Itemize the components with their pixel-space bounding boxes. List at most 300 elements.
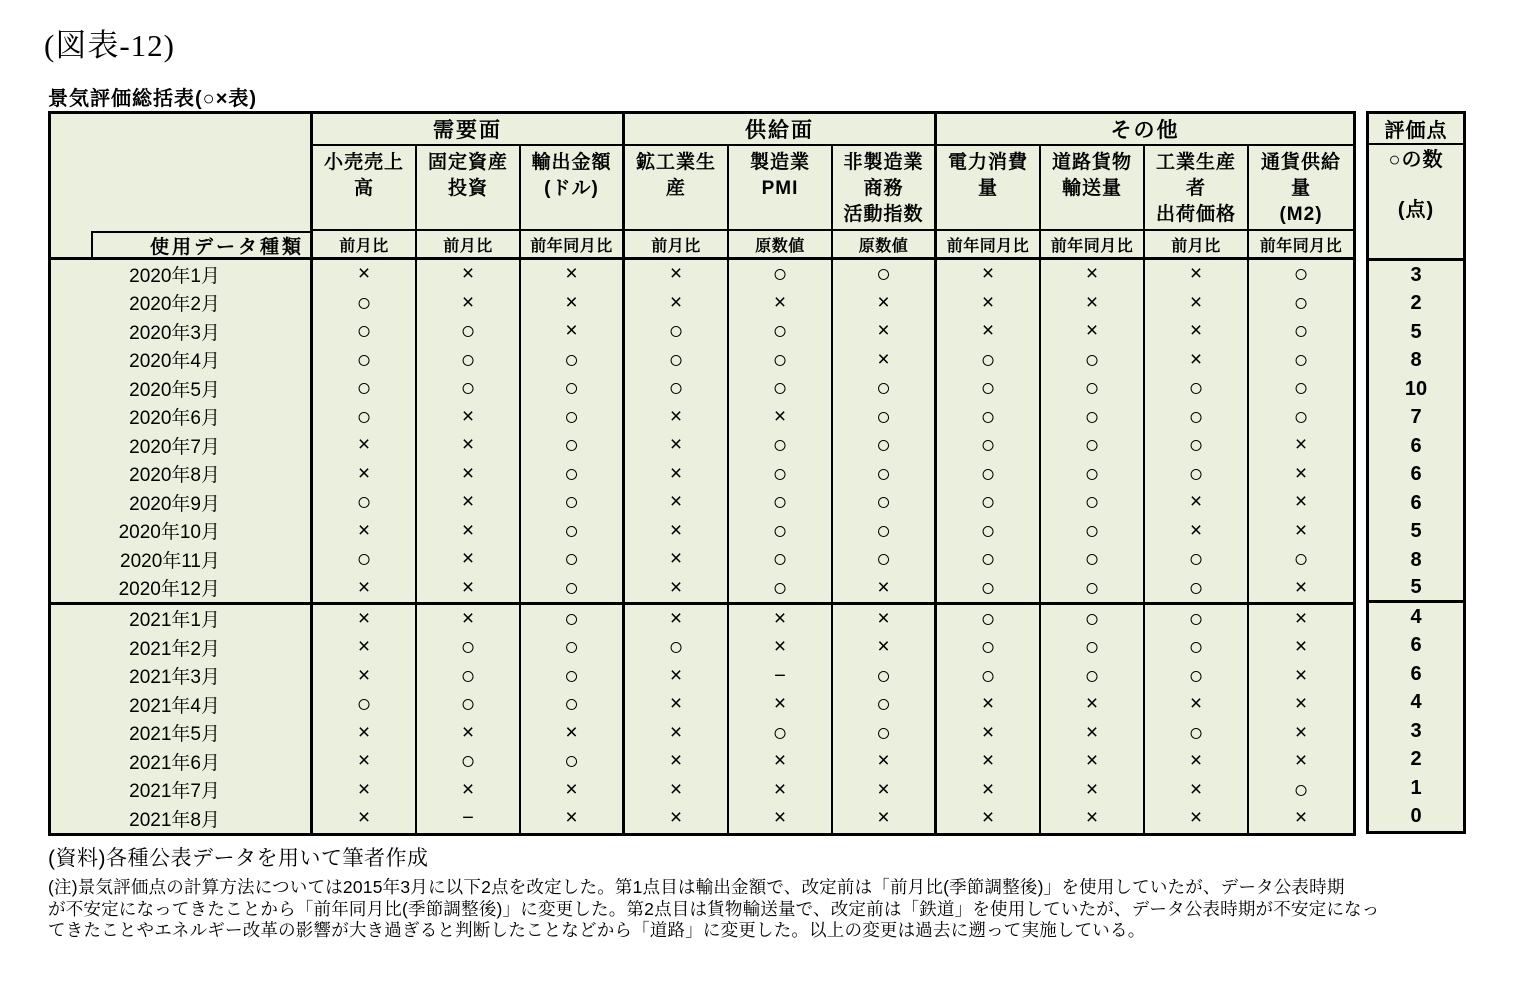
table-row bbox=[51, 747, 1353, 776]
mark-circle: ○ bbox=[1041, 488, 1145, 517]
score-value: 4 bbox=[1410, 605, 1422, 628]
row-month-label: 2020年8月 bbox=[51, 460, 313, 489]
mark-circle: ○ bbox=[521, 605, 625, 634]
mark-cross: × bbox=[1041, 804, 1145, 833]
data-type: 前月比 bbox=[1145, 231, 1249, 260]
score-row bbox=[1369, 746, 1463, 775]
methodology-note: (注)景気評価点の計算方法については2015年3月に以下2点を改定した。第1点目は輸出金額で、改定前は「前月比(季節調整後)」を使用していたが、データ公表時期 が不安定になってきたことから「前年同月比(季節調整後)」に変更した。第2点目は貨物輸送量で、改定前は「鉄道」を使用していたが、データ公表時期が不安定になっ てきたことやエネルギー改革の影響が大き過ぎると判断したことなどから「道路」に変更した。以上の変更は過去に遡って実施している。 bbox=[48, 877, 1380, 940]
mark-circle: ○ bbox=[833, 690, 937, 719]
table-row bbox=[51, 289, 1353, 318]
mark-cross: × bbox=[625, 719, 729, 748]
score-value: 3 bbox=[1410, 719, 1422, 742]
mark-cross: × bbox=[521, 719, 625, 748]
mark-cross: × bbox=[417, 574, 521, 605]
score-value: 8 bbox=[1410, 548, 1422, 571]
mark-cross: × bbox=[1041, 747, 1145, 776]
data-type: 前年同月比 bbox=[521, 231, 625, 260]
mark-cross: × bbox=[417, 431, 521, 460]
score-value: 6 bbox=[1410, 463, 1422, 486]
row-month-label: 2020年11月 bbox=[51, 545, 313, 574]
row-month-label: 2020年5月 bbox=[51, 374, 313, 403]
mark-circle: ○ bbox=[937, 346, 1041, 375]
mark-circle: ○ bbox=[521, 545, 625, 574]
data-type: 前月比 bbox=[417, 231, 521, 260]
score-row bbox=[1369, 632, 1463, 661]
mark-circle: ○ bbox=[937, 488, 1041, 517]
mark-circle: ○ bbox=[937, 374, 1041, 403]
score-value: 3 bbox=[1410, 263, 1422, 286]
mark-circle: ○ bbox=[417, 633, 521, 662]
mark-cross: × bbox=[1145, 317, 1249, 346]
mark-cross: × bbox=[625, 662, 729, 691]
mark-circle: ○ bbox=[833, 260, 937, 289]
mark-circle: ○ bbox=[313, 346, 417, 375]
score-row bbox=[1369, 432, 1463, 461]
row-month-label: 2020年7月 bbox=[51, 431, 313, 460]
mark-cross: × bbox=[313, 719, 417, 748]
mark-circle: ○ bbox=[417, 317, 521, 346]
mark-cross: × bbox=[1145, 260, 1249, 289]
mark-dash: − bbox=[417, 804, 521, 833]
score-value: 6 bbox=[1410, 662, 1422, 685]
table-row bbox=[51, 605, 1353, 634]
mark-circle: ○ bbox=[521, 460, 625, 489]
row-month-label: 2021年7月 bbox=[51, 776, 313, 805]
mark-cross: × bbox=[313, 260, 417, 289]
mark-circle: ○ bbox=[729, 719, 833, 748]
mark-cross: × bbox=[1041, 776, 1145, 805]
mark-circle: ○ bbox=[313, 289, 417, 318]
mark-circle: ○ bbox=[1041, 662, 1145, 691]
mark-circle: ○ bbox=[1145, 431, 1249, 460]
column-header-producer-prices: 工業生産 者 出荷価格 bbox=[1145, 146, 1249, 231]
mark-circle: ○ bbox=[1145, 460, 1249, 489]
mark-cross: × bbox=[833, 289, 937, 318]
mark-cross: × bbox=[625, 545, 729, 574]
mark-cross: × bbox=[937, 804, 1041, 833]
mark-circle: ○ bbox=[1145, 662, 1249, 691]
mark-circle: ○ bbox=[1145, 545, 1249, 574]
mark-cross: × bbox=[521, 776, 625, 805]
mark-circle: ○ bbox=[1041, 460, 1145, 489]
table-row bbox=[51, 374, 1353, 403]
mark-circle: ○ bbox=[1145, 374, 1249, 403]
mark-circle: ○ bbox=[937, 545, 1041, 574]
score-row bbox=[1369, 489, 1463, 518]
mark-circle: ○ bbox=[1041, 517, 1145, 546]
row-month-label: 2020年4月 bbox=[51, 346, 313, 375]
mark-cross: × bbox=[1145, 289, 1249, 318]
mark-circle: ○ bbox=[417, 662, 521, 691]
score-value: 0 bbox=[1410, 805, 1422, 828]
score-row bbox=[1369, 774, 1463, 803]
row-month-label: 2020年10月 bbox=[51, 517, 313, 546]
score-value: 5 bbox=[1410, 520, 1422, 543]
mark-circle: ○ bbox=[1293, 288, 1309, 317]
score-row bbox=[1369, 803, 1463, 832]
mark-cross: × bbox=[313, 633, 417, 662]
mark-circle: ○ bbox=[417, 747, 521, 776]
mark-cross: × bbox=[417, 545, 521, 574]
mark-cross: × bbox=[729, 690, 833, 719]
mark-cross: × bbox=[729, 804, 833, 833]
mark-circle: ○ bbox=[937, 460, 1041, 489]
mark-circle: ○ bbox=[625, 317, 729, 346]
score-panel bbox=[1366, 111, 1466, 834]
mark-cross: × bbox=[1041, 719, 1145, 748]
mark-circle: ○ bbox=[1041, 374, 1145, 403]
mark-circle: ○ bbox=[729, 574, 833, 605]
mark-circle: ○ bbox=[313, 545, 417, 574]
column-header-nonmanufacturing-index: 非製造業 商務 活動指数 bbox=[833, 146, 937, 231]
mark-cross: × bbox=[417, 260, 521, 289]
column-header-road-freight: 道路貨物 輸送量 bbox=[1041, 146, 1145, 231]
score-row bbox=[1369, 347, 1463, 376]
mark-circle: ○ bbox=[1293, 545, 1309, 574]
mark-circle: ○ bbox=[1041, 403, 1145, 432]
data-type: 前年同月比 bbox=[937, 231, 1041, 260]
row-month-label: 2020年1月 bbox=[51, 260, 313, 289]
mark-circle: ○ bbox=[729, 260, 833, 289]
mark-cross: × bbox=[937, 317, 1041, 346]
mark-circle: ○ bbox=[521, 346, 625, 375]
mark-circle: ○ bbox=[937, 633, 1041, 662]
mark-cross: × bbox=[313, 460, 417, 489]
mark-cross: × bbox=[625, 488, 729, 517]
mark-cross: × bbox=[1145, 776, 1249, 805]
mark-circle: ○ bbox=[937, 431, 1041, 460]
mark-cross: × bbox=[313, 776, 417, 805]
row-month-label: 2021年5月 bbox=[51, 719, 313, 748]
mark-cross: × bbox=[625, 747, 729, 776]
mark-cross: × bbox=[729, 605, 833, 634]
score-row bbox=[1369, 546, 1463, 575]
mark-circle: ○ bbox=[833, 662, 937, 691]
table-row bbox=[51, 260, 1353, 289]
score-row bbox=[1369, 689, 1463, 718]
mark-circle: ○ bbox=[1145, 574, 1249, 605]
score-row bbox=[1369, 717, 1463, 746]
group-header-supply: 供給面 bbox=[625, 114, 937, 146]
mark-cross: × bbox=[625, 574, 729, 605]
mark-dash: − bbox=[729, 662, 833, 691]
mark-circle: ○ bbox=[521, 374, 625, 403]
mark-circle: ○ bbox=[521, 633, 625, 662]
mark-cross: × bbox=[1145, 346, 1249, 375]
mark-circle: ○ bbox=[937, 605, 1041, 634]
mark-cross: × bbox=[833, 633, 937, 662]
mark-circle: ○ bbox=[937, 662, 1041, 691]
mark-cross: × bbox=[417, 460, 521, 489]
table-row bbox=[51, 804, 1353, 833]
mark-circle: ○ bbox=[833, 374, 937, 403]
mark-cross: × bbox=[937, 776, 1041, 805]
mark-cross: × bbox=[1294, 663, 1308, 687]
mark-cross: × bbox=[833, 574, 937, 605]
mark-circle: ○ bbox=[1041, 633, 1145, 662]
mark-cross: × bbox=[313, 662, 417, 691]
mark-cross: × bbox=[937, 260, 1041, 289]
figure-label: (図表-12) bbox=[44, 28, 175, 63]
table-row bbox=[51, 460, 1353, 489]
table-row bbox=[51, 719, 1353, 748]
mark-cross: × bbox=[313, 574, 417, 605]
table-title: 景気評価総括表(○×表) bbox=[48, 88, 258, 110]
mark-cross: × bbox=[1041, 317, 1145, 346]
row-month-label: 2021年4月 bbox=[51, 690, 313, 719]
mark-cross: × bbox=[833, 346, 937, 375]
table-row bbox=[51, 633, 1353, 662]
mark-cross: × bbox=[521, 804, 625, 833]
mark-circle: ○ bbox=[1145, 633, 1249, 662]
mark-circle: ○ bbox=[521, 403, 625, 432]
mark-circle: ○ bbox=[1293, 374, 1309, 403]
mark-cross: × bbox=[937, 719, 1041, 748]
table-row bbox=[51, 545, 1353, 574]
column-header-exports: 輸出金額 (ドル) bbox=[521, 146, 625, 231]
mark-cross: × bbox=[625, 517, 729, 546]
row-month-label: 2020年12月 bbox=[51, 574, 313, 605]
mark-circle: ○ bbox=[937, 403, 1041, 432]
table-row bbox=[51, 690, 1353, 719]
mark-cross: × bbox=[313, 747, 417, 776]
source-note: (資料)各種公表データを用いて筆者作成 bbox=[48, 847, 429, 870]
mark-cross: × bbox=[1294, 749, 1308, 773]
column-header-electricity-consumption: 電力消費 量 bbox=[937, 146, 1041, 231]
mark-cross: × bbox=[729, 747, 833, 776]
mark-cross: × bbox=[1294, 635, 1308, 659]
mark-cross: × bbox=[1145, 690, 1249, 719]
mark-cross: × bbox=[1041, 289, 1145, 318]
row-month-label: 2021年1月 bbox=[51, 605, 313, 634]
score-panel-grid bbox=[1369, 114, 1463, 831]
table-row bbox=[51, 488, 1353, 517]
score-value: 1 bbox=[1410, 776, 1422, 799]
score-value: 6 bbox=[1410, 491, 1422, 514]
mark-cross: × bbox=[625, 776, 729, 805]
mark-cross: × bbox=[833, 776, 937, 805]
mark-cross: × bbox=[1294, 692, 1308, 716]
row-month-label: 2020年6月 bbox=[51, 403, 313, 432]
mark-circle: ○ bbox=[1293, 775, 1309, 804]
table-row bbox=[51, 317, 1353, 346]
mark-cross: × bbox=[521, 289, 625, 318]
mark-cross: × bbox=[417, 605, 521, 634]
table-row bbox=[51, 662, 1353, 691]
corner-empty-cell bbox=[51, 114, 313, 231]
mark-circle: ○ bbox=[729, 317, 833, 346]
row-month-label: 2021年2月 bbox=[51, 633, 313, 662]
mark-circle: ○ bbox=[833, 545, 937, 574]
mark-circle: ○ bbox=[625, 633, 729, 662]
mark-cross: × bbox=[729, 633, 833, 662]
mark-circle: ○ bbox=[521, 662, 625, 691]
mark-cross: × bbox=[417, 517, 521, 546]
score-row bbox=[1369, 404, 1463, 433]
score-row bbox=[1369, 660, 1463, 689]
mark-circle: ○ bbox=[1145, 719, 1249, 748]
score-row bbox=[1369, 261, 1463, 290]
mark-circle: ○ bbox=[1145, 605, 1249, 634]
mark-circle: ○ bbox=[313, 374, 417, 403]
mark-circle: ○ bbox=[1293, 345, 1309, 374]
mark-cross: × bbox=[625, 431, 729, 460]
mark-circle: ○ bbox=[1293, 260, 1309, 289]
mark-cross: × bbox=[1294, 518, 1308, 542]
mark-circle: ○ bbox=[417, 374, 521, 403]
mark-cross: × bbox=[1294, 490, 1308, 514]
mark-circle: ○ bbox=[1293, 402, 1309, 431]
data-type-label: 使用データ種類 bbox=[91, 231, 310, 257]
mark-circle: ○ bbox=[729, 460, 833, 489]
mark-cross: × bbox=[729, 289, 833, 318]
column-header-fixed-asset-investment: 固定資産 投資 bbox=[417, 146, 521, 231]
score-panel-header: 評価点 bbox=[1369, 114, 1463, 145]
mark-cross: × bbox=[625, 605, 729, 634]
mark-cross: × bbox=[1041, 690, 1145, 719]
row-month-label: 2021年3月 bbox=[51, 662, 313, 691]
mark-circle: ○ bbox=[313, 488, 417, 517]
mark-circle: ○ bbox=[729, 431, 833, 460]
table-row bbox=[51, 403, 1353, 432]
row-month-label: 2020年2月 bbox=[51, 289, 313, 318]
row-month-label: 2021年6月 bbox=[51, 747, 313, 776]
mark-cross: × bbox=[521, 260, 625, 289]
mark-cross: × bbox=[1145, 488, 1249, 517]
mark-circle: ○ bbox=[1293, 317, 1309, 346]
evaluation-table bbox=[48, 111, 1356, 836]
group-header-demand: 需要面 bbox=[313, 114, 625, 146]
score-row bbox=[1369, 575, 1463, 604]
mark-cross: × bbox=[833, 804, 937, 833]
column-header-industrial-production: 鉱工業生 産 bbox=[625, 146, 729, 231]
mark-circle: ○ bbox=[833, 488, 937, 517]
score-value: 8 bbox=[1410, 349, 1422, 372]
score-row bbox=[1369, 318, 1463, 347]
mark-cross: × bbox=[1145, 747, 1249, 776]
mark-cross: × bbox=[625, 403, 729, 432]
mark-cross: × bbox=[1294, 461, 1308, 485]
mark-circle: ○ bbox=[1041, 431, 1145, 460]
mark-cross: × bbox=[1145, 804, 1249, 833]
mark-cross: × bbox=[833, 747, 937, 776]
mark-cross: × bbox=[937, 747, 1041, 776]
mark-circle: ○ bbox=[521, 690, 625, 719]
mark-cross: × bbox=[1294, 433, 1308, 457]
mark-cross: × bbox=[729, 403, 833, 432]
mark-cross: × bbox=[625, 260, 729, 289]
mark-cross: × bbox=[1294, 720, 1308, 744]
data-type: 原数値 bbox=[729, 231, 833, 260]
score-row bbox=[1369, 461, 1463, 490]
table-row bbox=[51, 346, 1353, 375]
score-row bbox=[1369, 375, 1463, 404]
mark-circle: ○ bbox=[833, 517, 937, 546]
mark-cross: × bbox=[833, 605, 937, 634]
mark-cross: × bbox=[1145, 517, 1249, 546]
score-row bbox=[1369, 518, 1463, 547]
table-row bbox=[51, 517, 1353, 546]
score-value: 5 bbox=[1410, 320, 1422, 343]
data-type: 前年同月比 bbox=[1249, 231, 1353, 260]
mark-circle: ○ bbox=[625, 346, 729, 375]
mark-circle: ○ bbox=[521, 517, 625, 546]
score-value: 2 bbox=[1410, 748, 1422, 771]
mark-circle: ○ bbox=[729, 488, 833, 517]
score-value: 7 bbox=[1410, 406, 1422, 429]
mark-cross: × bbox=[1249, 574, 1353, 605]
score-row bbox=[1369, 603, 1463, 632]
mark-circle: ○ bbox=[521, 431, 625, 460]
score-value: 5 bbox=[1369, 575, 1463, 604]
score-value: 2 bbox=[1410, 292, 1422, 315]
mark-cross: × bbox=[1294, 806, 1308, 830]
mark-circle: ○ bbox=[417, 690, 521, 719]
mark-cross: × bbox=[521, 317, 625, 346]
mark-cross: × bbox=[833, 317, 937, 346]
mark-cross: × bbox=[937, 690, 1041, 719]
mark-circle: ○ bbox=[521, 747, 625, 776]
score-value: 6 bbox=[1410, 634, 1422, 657]
mark-circle: ○ bbox=[729, 374, 833, 403]
mark-circle: ○ bbox=[417, 346, 521, 375]
mark-circle: ○ bbox=[833, 719, 937, 748]
mark-cross: × bbox=[1294, 606, 1308, 630]
mark-circle: ○ bbox=[729, 517, 833, 546]
mark-circle: ○ bbox=[1041, 574, 1145, 605]
data-type: 前年同月比 bbox=[1041, 231, 1145, 260]
score-value: 10 bbox=[1404, 377, 1428, 400]
mark-cross: × bbox=[417, 403, 521, 432]
mark-circle: ○ bbox=[833, 403, 937, 432]
group-header-other: その他 bbox=[937, 114, 1353, 146]
table-row bbox=[51, 431, 1353, 460]
mark-cross: × bbox=[1041, 260, 1145, 289]
mark-cross: × bbox=[313, 431, 417, 460]
mark-cross: × bbox=[313, 605, 417, 634]
mark-cross: × bbox=[625, 690, 729, 719]
mark-circle: ○ bbox=[833, 431, 937, 460]
mark-cross: × bbox=[417, 719, 521, 748]
score-value: 4 bbox=[1410, 691, 1422, 714]
mark-circle: ○ bbox=[313, 317, 417, 346]
mark-circle: ○ bbox=[729, 346, 833, 375]
mark-cross: × bbox=[625, 289, 729, 318]
mark-circle: ○ bbox=[1041, 346, 1145, 375]
mark-circle: ○ bbox=[313, 690, 417, 719]
score-panel-subheader: ○の数 (点) bbox=[1369, 145, 1463, 261]
row-month-label: 2021年8月 bbox=[51, 804, 313, 833]
mark-cross: × bbox=[313, 517, 417, 546]
table-row bbox=[51, 776, 1353, 805]
score-value: 6 bbox=[1410, 434, 1422, 457]
mark-cross: × bbox=[729, 776, 833, 805]
row-month-label: 2020年3月 bbox=[51, 317, 313, 346]
row-month-label: 2020年9月 bbox=[51, 488, 313, 517]
mark-cross: × bbox=[417, 289, 521, 318]
mark-circle: ○ bbox=[1041, 545, 1145, 574]
mark-cross: × bbox=[417, 776, 521, 805]
mark-circle: ○ bbox=[937, 574, 1041, 605]
mark-cross: × bbox=[625, 460, 729, 489]
evaluation-table-grid bbox=[51, 114, 1353, 833]
mark-circle: ○ bbox=[625, 374, 729, 403]
mark-cross: × bbox=[313, 804, 417, 833]
data-type: 原数値 bbox=[833, 231, 937, 260]
mark-cross: × bbox=[937, 289, 1041, 318]
data-type: 前月比 bbox=[625, 231, 729, 260]
column-header-money-supply: 通貨供給 量 (M2) bbox=[1249, 146, 1353, 231]
